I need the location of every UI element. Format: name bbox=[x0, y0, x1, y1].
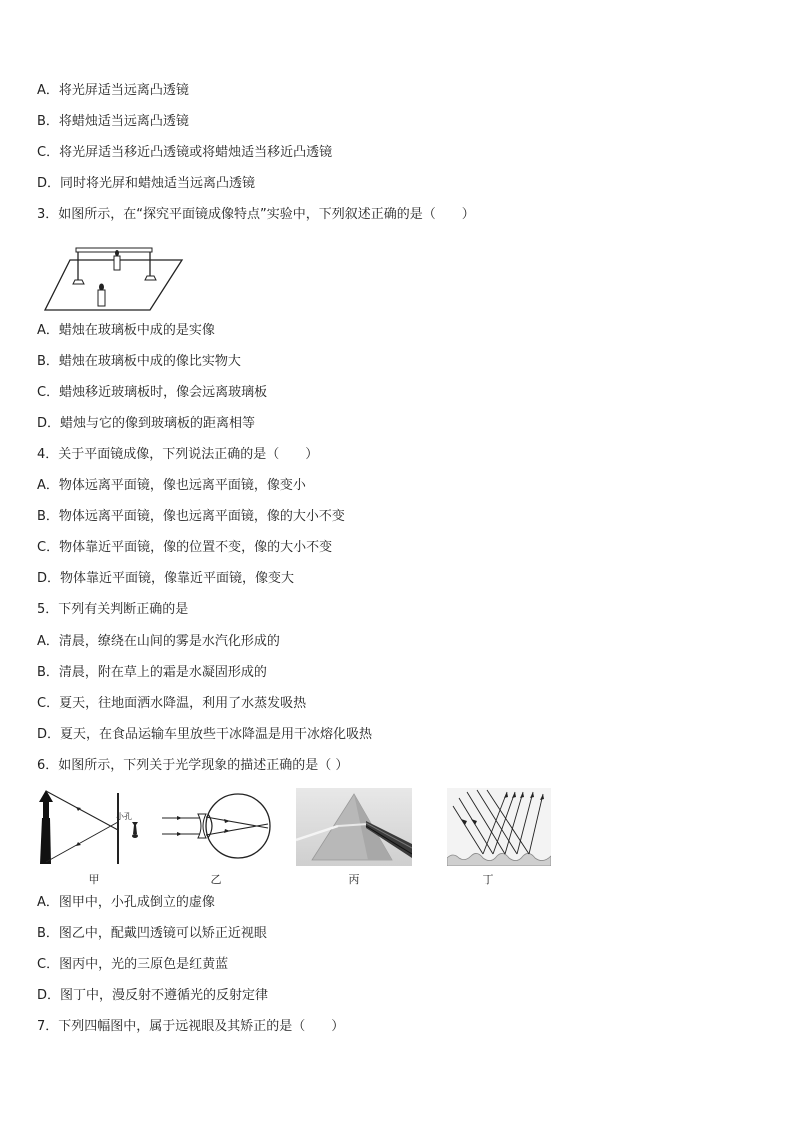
pinhole-label: 小孔 bbox=[116, 812, 132, 821]
question-7: 7．下列四幅图中，属于远视眼及其矫正的是（ ） bbox=[37, 1019, 345, 1034]
question-4: 4．关于平面镜成像，下列说法正确的是（ ） bbox=[37, 447, 319, 462]
option-5-b: B．清晨，附在草上的霜是水凝固形成的 bbox=[37, 665, 267, 680]
option-4-d: D．物体靠近平面镜，像靠近平面镜，像变大 bbox=[37, 571, 295, 586]
myopia-correction-figure bbox=[160, 792, 272, 860]
option-6-a: A．图甲中，小孔成倒立的虚像 bbox=[37, 895, 215, 910]
option-3-d: D．蜡烛与它的像到玻璃板的距离相等 bbox=[37, 416, 256, 431]
option-2-c: C．将光屏适当移近凸透镜或将蜡烛适当移近凸透镜 bbox=[37, 145, 333, 160]
question-3: 3．如图所示，在“探究平面镜成像特点”实验中，下列叙述正确的是（ ） bbox=[37, 207, 475, 222]
option-5-c: C．夏天，往地面洒水降温，利用了水蒸发吸热 bbox=[37, 696, 307, 711]
option-5-a: A．清晨，缭绕在山间的雾是水汽化形成的 bbox=[37, 634, 280, 649]
caption-ding: 丁 bbox=[482, 873, 494, 886]
option-4-b: B．物体远离平面镜，像也远离平面镜，像的大小不变 bbox=[37, 509, 345, 524]
pinhole-figure bbox=[36, 788, 156, 866]
question-6: 6．如图所示，下列关于光学现象的描述正确的是（ ） bbox=[37, 758, 349, 773]
option-5-d: D．夏天，在食品运输车里放些干冰降温是用干冰熔化吸热 bbox=[37, 727, 373, 742]
option-2-a: A．将光屏适当远离凸透镜 bbox=[37, 83, 189, 98]
option-2-d: D．同时将光屏和蜡烛适当远离凸透镜 bbox=[37, 176, 256, 191]
diffuse-reflection-figure bbox=[447, 788, 551, 866]
caption-bing: 丙 bbox=[348, 873, 360, 886]
option-3-c: C．蜡烛移近玻璃板时，像会远离玻璃板 bbox=[37, 385, 268, 400]
option-2-b: B．将蜡烛适当远离凸透镜 bbox=[37, 114, 189, 129]
option-4-a: A．物体远离平面镜，像也远离平面镜，像变小 bbox=[37, 478, 306, 493]
option-6-d: D．图丁中，漫反射不遵循光的反射定律 bbox=[37, 988, 269, 1003]
option-6-c: C．图丙中，光的三原色是红黄蓝 bbox=[37, 957, 229, 972]
option-6-b: B．图乙中，配戴凹透镜可以矫正近视眼 bbox=[37, 926, 267, 941]
prism-figure bbox=[296, 788, 412, 866]
caption-yi: 乙 bbox=[210, 873, 222, 886]
plane-mirror-figure bbox=[40, 240, 190, 315]
caption-jia: 甲 bbox=[88, 873, 100, 886]
option-3-a: A．蜡烛在玻璃板中成的是实像 bbox=[37, 323, 215, 338]
option-4-c: C．物体靠近平面镜，像的位置不变，像的大小不变 bbox=[37, 540, 333, 555]
question-5: 5．下列有关判断正确的是 bbox=[37, 602, 189, 617]
option-3-b: B．蜡烛在玻璃板中成的像比实物大 bbox=[37, 354, 241, 369]
